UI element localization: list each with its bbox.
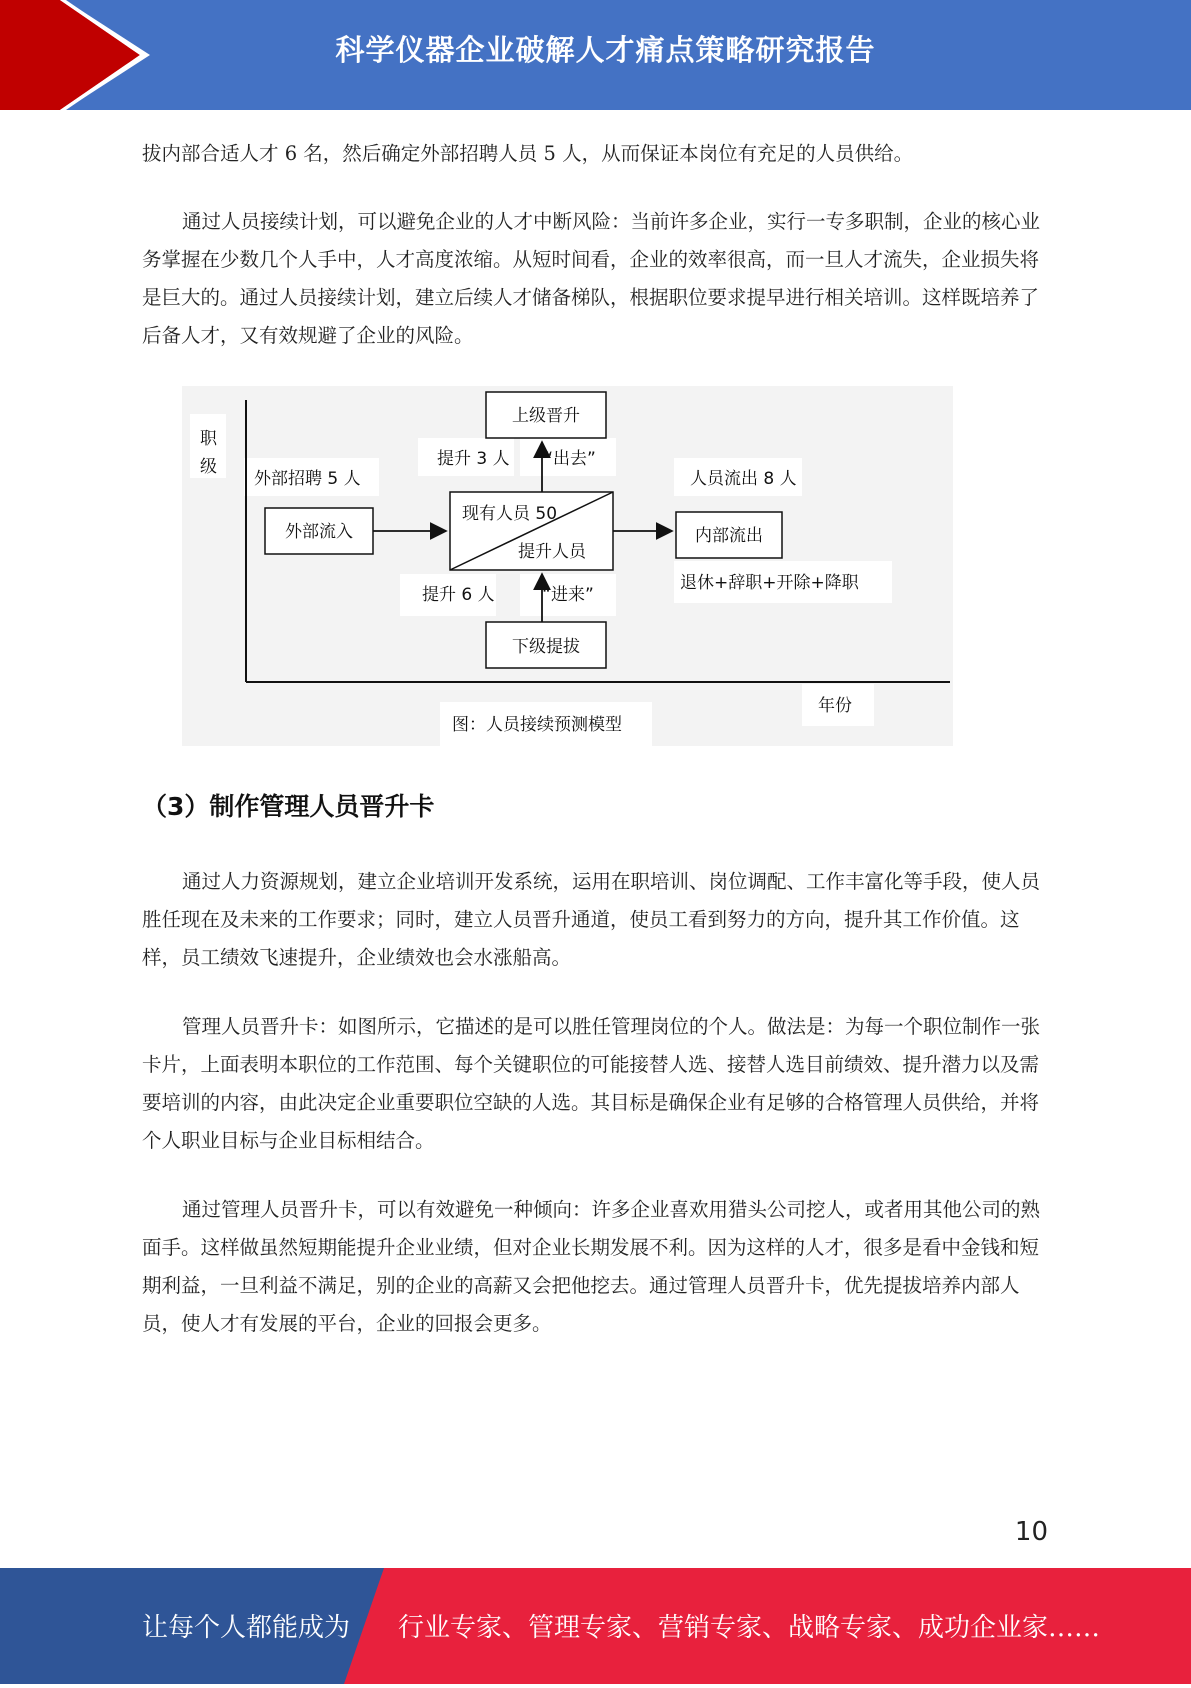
label-external-recruit: 外部招聘 5 人 — [254, 469, 361, 489]
label-in: “进来” — [542, 585, 594, 605]
label-promote-in: 提升 6 人 — [422, 585, 495, 605]
paragraph-1: 拔内部合适人才 6 名，然后确定外部招聘人员 5 人，从而保证本岗位有充足的人员供给。 — [142, 142, 914, 165]
label-promote-up: 提升 3 人 — [437, 449, 510, 469]
document-title: 科学仪器企业破解人才痛点策略研究报告 — [335, 33, 876, 67]
label-current-staff: 现有人员 50 — [462, 504, 558, 524]
footer-slogan-right: 行业专家、管理专家、营销专家、战略专家、成功企业家…… — [398, 1613, 1101, 1643]
succession-diagram — [182, 386, 953, 746]
footer-slogan-left: 让每个人都能成为 — [142, 1613, 351, 1643]
label-promoted-staff: 提升人员 — [518, 542, 586, 562]
paragraph-4: 管理人员晋升卡：如图所示，它描述的是可以胜任管理岗位的个人。做法是：为每一个职位制作一张卡片，上面表明本职位的工作范围、每个关键职位的可能接替人选、接替人选目前绩效、提升潜力以及需要培训的内容，由此决定企业重要职位空缺的人选。其目标是确保企业有足够的合格管理人员供给，并将个人职业目标与企业目标相结合。 — [142, 1015, 1041, 1152]
diagram-canvas — [182, 386, 953, 746]
footer-band — [0, 1568, 1191, 1684]
section-title: （3）制作管理人员晋升卡 — [142, 792, 435, 821]
label-out: “出去” — [544, 449, 596, 469]
label-outflow-reasons: 退休+辞职+开除+降职 — [680, 573, 859, 593]
paragraph-3: 通过人力资源规划，建立企业培训开发系统，运用在职培训、岗位调配、工作丰富化等手段，使人员胜任现在及未来的工作要求；同时，建立人员晋升通道，使员工看到努力的方向，提升其工作价值。这样，员工绩效飞速提升，企业绩效也会水涨船高。 — [142, 870, 1041, 969]
paragraph-2: 通过人员接续计划，可以避免企业的人才中断风险：当前许多企业，实行一专多职制，企业的核心业务掌握在少数几个人手中，人才高度浓缩。从短时间看，企业的效率很高，而一旦人才流失，企业损失将是巨大的。通过人员接续计划，建立后续人才储备梯队，根据职位要求提早进行相关培训。这样既培养了后备人才，又有效规避了企业的风险。 — [142, 210, 1041, 347]
y-axis-label-2: 级 — [200, 457, 217, 477]
label-lower-promotion: 下级提拔 — [512, 637, 580, 657]
paragraph-5: 通过管理人员晋升卡，可以有效避免一种倾向：许多企业喜欢用猎头公司挖人，或者用其他公司的熟面手。这样做虽然短期能提升企业业绩，但对企业长期发展不利。因为这样的人才，很多是看中金钱和短期利益，一旦利益不满足，别的企业的高薪又会把他挖去。通过管理人员晋升卡，优先提拔培养内部人员，使人才有发展的平台，企业的回报会更多。 — [142, 1198, 1041, 1335]
y-axis-label-1: 职 — [200, 429, 217, 449]
page-number: 10 — [1014, 1517, 1048, 1547]
label-upper-promotion: 上级晋升 — [512, 406, 580, 426]
diagram-caption: 图：人员接续预测模型 — [452, 715, 622, 735]
label-external-inflow: 外部流入 — [285, 522, 353, 542]
x-axis-label: 年份 — [818, 696, 852, 716]
header-band — [0, 0, 1191, 110]
label-internal-outflow: 内部流出 — [695, 526, 763, 546]
label-outflow-count: 人员流出 8 人 — [690, 469, 797, 489]
